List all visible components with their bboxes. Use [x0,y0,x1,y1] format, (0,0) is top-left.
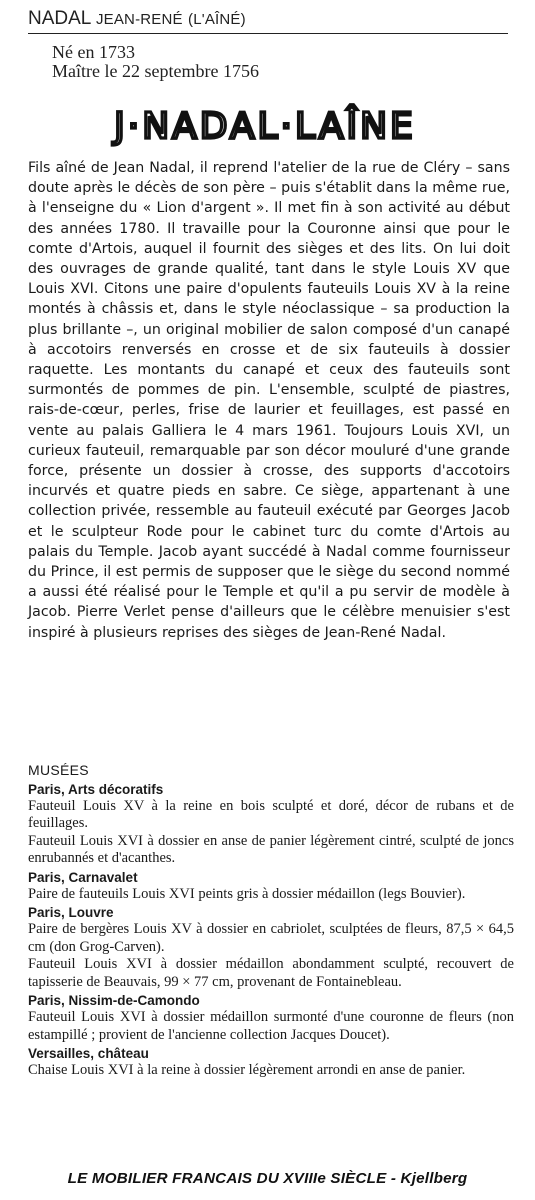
biography-text: Fils aîné de Jean Nadal, il reprend l'atelier de la rue de Cléry – sans doute après le décès de son père – puis s'établit dans la même rue, à l'enseigne du « Lion d'argent ». Il met fin à son activité au début des années 1780. Il travaille pour la Couronne ainsi que pour le comte d'Artois, auquel il fournit des sièges et des lits. On lui doit des ouvrages de grande qualité, tant dans le style Louis XV que Louis XVI. Citons une paire d'opulents fauteuils Louis XV à la reine montés à châssis et, dans le style néoclassique – sa production la plus brillante –, un original mobilier de salon composé d'un canapé à accotoirs renversés en crosse et de six fauteuils à dossier raquette. Les montants du canapé et ceux des fauteuils sont surmontés de pommes de pin. L'ensemble, sculpté de piastres, rais-de-cœur, perles, frise de laurier et feuillages, est passé en vente au palais Galliera le 4 mars 1961. Toujours Louis XVI, un curieux fauteuil, remarquable par son décor mouluré d'une grande force, présente un dossier à crosse, des supports d'accotoirs incurvés et quatre pieds en sabre. Ce siège, appartenant à une collection privée, ressemble au fauteuil exécuté par Georges Jacob et le sculpteur Rode pour le cabinet turc du comte d'Artois au palais du Temple. Jacob ayant succédé à Nadal comme fournisseur du Prince, il est permis de supposer que le siège du second nommé a aussi été réalisé pour le Temple et qu'il a pu servir de modèle à Jacob. Pierre Verlet pense d'ailleurs que le célèbre menuisier s'est inspiré à plusieurs reprises des sièges de Jean-René Nadal. [28,160,510,641]
museum-entry-louvre [28,904,514,991]
museum-item: Fauteuil Louis XVI à dossier en anse de panier légèrement cintré, sculpté de joncs enrubannés et d'acanthes. [28,832,514,866]
entry-header [28,8,508,34]
museum-name: Versailles, château [28,1046,149,1061]
museum-item: Paire de bergères Louis XV à dossier en cabriolet, sculptées de fleurs, 87,5 × 64,5 cm (don Grog-Carven). [28,921,514,955]
museum-item: Fauteuil Louis XVI à dossier médaillon abondamment sculpté, recouvert de tapisserie de Beauvais, 99 × 77 cm, provenant de Fontainebleau. [28,956,514,990]
birth-date: Né en 1733 [52,42,135,62]
maker-stamp-image [100,98,430,150]
museum-entry-versailles [28,1045,514,1080]
museum-item: Fauteuil Louis XVI à dossier médaillon surmonté d'une couronne de fleurs (non estampillé ; provient de l'ancienne collection Jacques Doucet). [28,1009,514,1043]
given-name: JEAN-RENÉ [95,11,183,28]
museum-entry-arts-decoratifs [28,781,514,868]
source-caption: LE MOBILIER FRANCAIS DU XVIIIe SIÈCLE - Kjellberg [67,1170,468,1187]
mastership-date: Maître le 22 septembre 1756 [52,61,259,81]
museum-item: Fauteuil Louis XV à la reine en bois sculpté et doré, décor de rubans et de feuillages. [28,797,514,831]
museum-item: Chaise Louis XVI à la reine à dossier légèrement arrondi en anse de panier. [28,1062,466,1078]
museums-heading: MUSÉES [28,762,89,778]
maker-stamp-text: J·NADAL·LAÎNE [114,106,416,147]
museum-name: Paris, Louvre [28,905,114,920]
museum-name: Paris, Nissim-de-Camondo [28,993,200,1008]
epithet: (L'AÎNÉ) [188,11,246,28]
museum-entry-nissim-de-camondo [28,992,514,1044]
maker-stamp [100,98,430,150]
surname: NADAL [28,8,91,29]
museum-item: Paire de fauteuils Louis XVI peints gris à dossier médaillon (legs Bouvier). [28,885,466,902]
museum-name: Paris, Carnavalet [28,869,138,885]
life-dates [52,43,259,81]
museums-section [28,762,514,1080]
museum-name: Paris, Arts décoratifs [28,781,164,797]
museum-entry-carnavalet [28,869,514,904]
